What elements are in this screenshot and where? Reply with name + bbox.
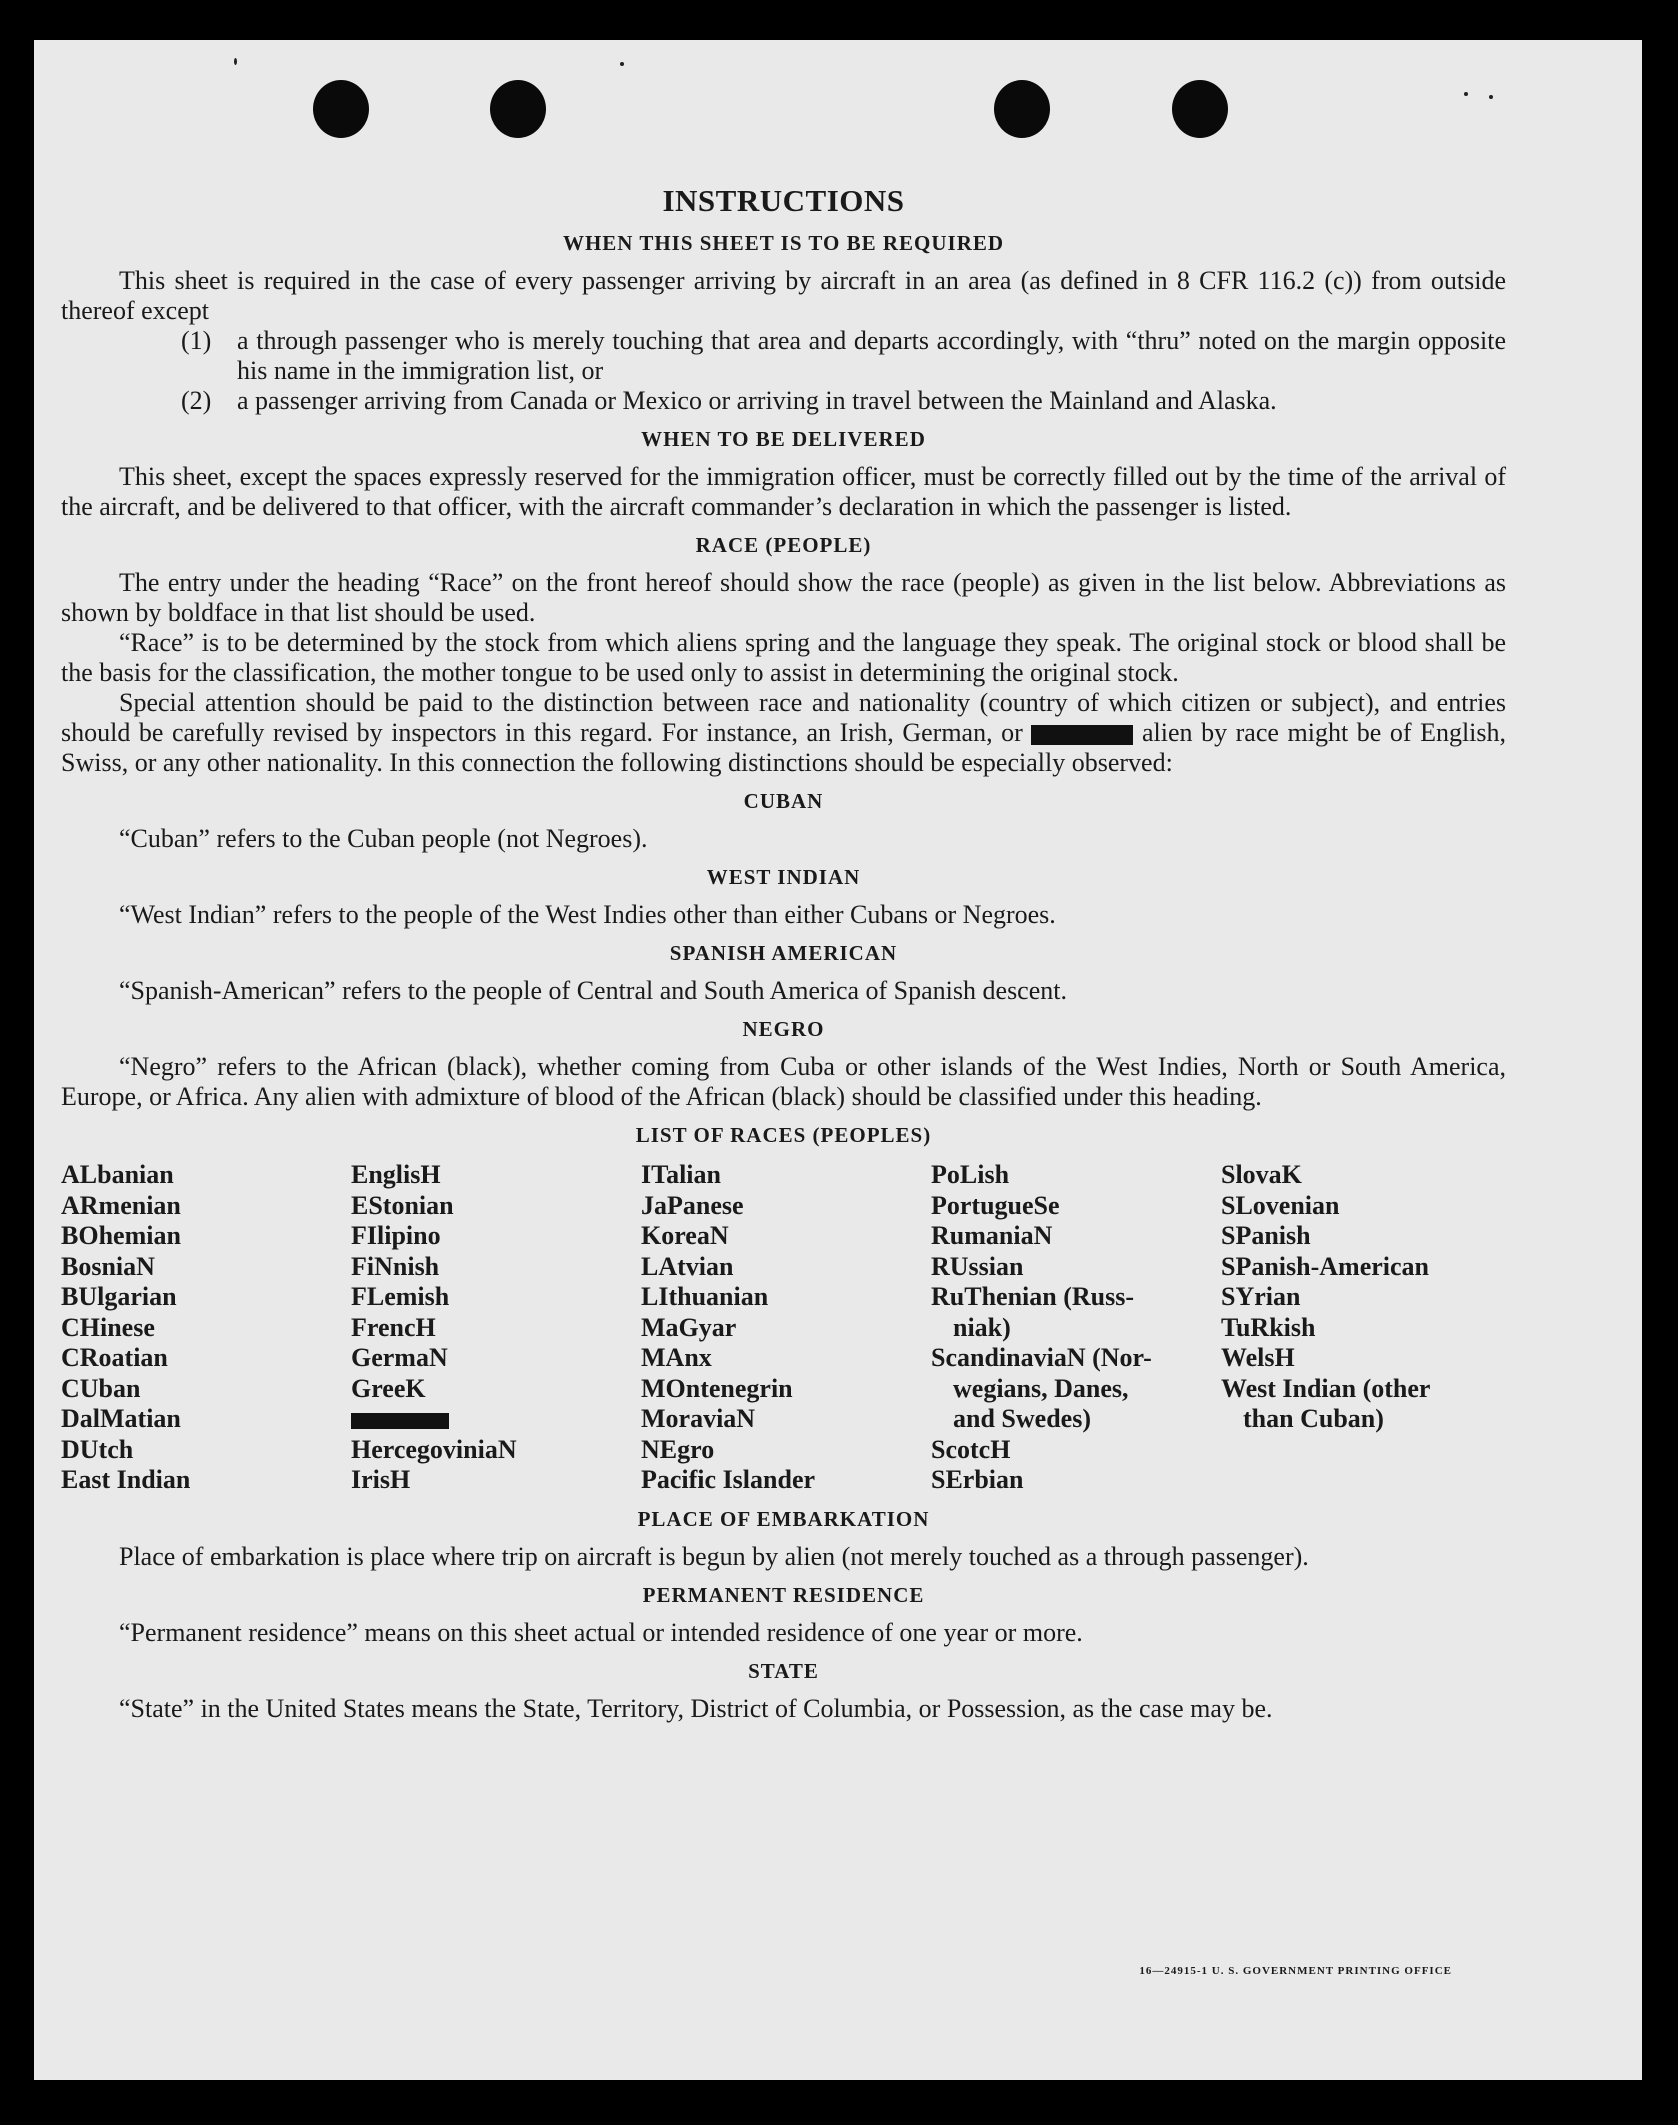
race-entry: RUssian — [931, 1251, 1024, 1281]
punch-hole — [1172, 80, 1228, 138]
item-number: (1) — [181, 326, 212, 355]
race-entry: MoraviaN — [641, 1404, 756, 1433]
race-entry: than Cuban) — [1243, 1404, 1384, 1433]
section-heading: WEST INDIAN — [706, 865, 861, 889]
punch-hole — [994, 80, 1050, 138]
punch-hole — [490, 80, 546, 138]
paragraph: “Negro” refers to the African (black), whether coming from Cuba or other islands of the West Indies, North or South America, Europe, or Africa. Any alien with admixture of blood of the African (black) should be classified under this heading. — [61, 1052, 1506, 1111]
paragraph — [61, 688, 1506, 778]
document-page — [34, 40, 1642, 2080]
race-entry: PoLish — [931, 1160, 1010, 1189]
race-entry: FLemish — [351, 1282, 450, 1311]
race-entry: GreeK — [351, 1373, 426, 1403]
paragraph: This sheet, except the spaces expressly reserved for the immigration officer, must be correctly filled out by the time of the arrival of the aircraft, and be delivered to that officer, with the aircraft commander’s declaration in which the passenger is listed. — [61, 462, 1506, 521]
race-entry: SYrian — [1221, 1282, 1301, 1311]
section-heading: CUBAN — [743, 789, 824, 813]
paragraph-part: Special attention should be paid to the distinction between race and nationality (country of which citizen or subject), and entries should be carefully revised by inspectors in this regard. For instance, an Irish, German, or — [61, 688, 1506, 747]
races-column — [641, 1160, 931, 1496]
race-entry: KoreaN — [641, 1221, 729, 1250]
section-heading: NEGRO — [742, 1017, 825, 1041]
race-entry: ITalian — [641, 1160, 721, 1189]
paragraph: Place of embarkation is place where trip on aircraft is begun by alien (not merely touched as a through passenger). — [119, 1541, 1309, 1571]
race-entry: MAnx — [641, 1343, 712, 1372]
paragraph: “Spanish-American” refers to the people of Central and South America of Spanish descent. — [119, 976, 1067, 1005]
race-entry: LIthuanian — [641, 1282, 769, 1311]
section-heading: LIST OF RACES (PEOPLES) — [635, 1123, 932, 1147]
race-entry: wegians, Danes, — [953, 1373, 1129, 1403]
race-entry: niak) — [953, 1312, 1011, 1342]
race-entry-redacted — [351, 1404, 641, 1435]
race-entry: FIlipino — [351, 1221, 441, 1250]
race-entry: Pacific Islander — [641, 1465, 816, 1494]
paragraph-part: alien by race might be of English, Swiss, or any other nationality. In this connection the following distinctions should be especially observed: — [61, 718, 1507, 777]
paragraph: “Race” is to be determined by the stock from which aliens spring and the language they speak. The original stock or blood shall be the basis for the classification, the mother tongue to be used only to assist in determining the original stock. — [61, 628, 1506, 687]
race-entry: SlovaK — [1221, 1160, 1302, 1189]
speck — [1489, 95, 1493, 99]
race-entry: and Swedes) — [953, 1404, 1091, 1433]
race-entry: CUban — [61, 1373, 141, 1403]
race-entry: SLovenian — [1221, 1190, 1340, 1220]
section-heading: STATE — [748, 1658, 819, 1683]
list-item — [181, 386, 1506, 416]
races-column — [931, 1160, 1221, 1496]
list-item — [181, 326, 1506, 386]
race-entry: SPanish — [1221, 1221, 1311, 1250]
race-entry: BosniaN — [61, 1251, 155, 1281]
printer-imprint: 16—24915-1 U. S. GOVERNMENT PRINTING OFFICE — [1139, 1965, 1452, 1977]
paragraph: The entry under the heading “Race” on the front hereof should show the race (people) as given in the list below. Abbreviations as shown by boldface in that list should be used. — [61, 568, 1506, 627]
section-heading: SPANISH AMERICAN — [669, 941, 898, 965]
race-entry: TuRkish — [1221, 1312, 1316, 1342]
instructions-body — [61, 180, 1506, 1724]
race-entry: MOntenegrin — [641, 1373, 793, 1403]
paragraph: “Permanent residence” means on this sheet actual or intended residence of one year or more. — [119, 1617, 1083, 1647]
page-title: INSTRUCTIONS — [662, 183, 905, 218]
paragraph: “Cuban” refers to the Cuban people (not Negroes). — [119, 824, 648, 853]
race-entry: ScandinaviaN (Nor- — [931, 1343, 1152, 1372]
race-entry: HercegoviniaN — [351, 1434, 517, 1464]
item-text: a through passenger who is merely touching that area and departs accordingly, with “thru” noted on the margin opposite his name in the immigration list, or — [237, 326, 1506, 385]
race-entry: SPanish-American — [1221, 1251, 1429, 1281]
speck — [234, 58, 237, 65]
race-entry: LAtvian — [641, 1251, 734, 1281]
section-heading: WHEN TO BE DELIVERED — [641, 427, 926, 451]
race-entry: BUlgarian — [61, 1282, 177, 1311]
race-entry: MaGyar — [641, 1312, 737, 1342]
race-entry: BOhemian — [61, 1221, 181, 1250]
paragraph: “State” in the United States means the State, Territory, District of Columbia, or Possession, as the case may be. — [119, 1693, 1273, 1723]
races-column — [351, 1160, 641, 1496]
race-entry: ALbanian — [61, 1160, 174, 1189]
item-text: a passenger arriving from Canada or Mexico or arriving in travel between the Mainland and Alaska. — [237, 386, 1277, 415]
race-entry: DalMatian — [61, 1404, 181, 1433]
race-entry: CHinese — [61, 1312, 155, 1342]
race-entry: NEgro — [641, 1434, 715, 1464]
race-entry: JaPanese — [641, 1190, 744, 1220]
race-entry: RumaniaN — [931, 1221, 1053, 1250]
races-column — [1221, 1160, 1511, 1496]
race-entry: SErbian — [931, 1465, 1024, 1494]
paragraph: “West Indian” refers to the people of the West Indies other than either Cubans or Negroes. — [119, 900, 1056, 929]
race-entry: PortugueSe — [931, 1190, 1060, 1220]
section-heading: PLACE OF EMBARKATION — [637, 1506, 930, 1531]
race-entry: EStonian — [351, 1190, 454, 1220]
speck — [1464, 92, 1468, 96]
section-heading: WHEN THIS SHEET IS TO BE REQUIRED — [562, 231, 1005, 255]
races-column — [61, 1160, 351, 1496]
race-entry: WelsH — [1221, 1343, 1295, 1372]
race-entry: EnglisH — [351, 1160, 441, 1189]
races-list — [61, 1160, 1506, 1496]
race-entry: IrisH — [351, 1465, 411, 1494]
punch-hole — [313, 80, 369, 138]
race-entry: West Indian (other — [1221, 1373, 1431, 1403]
race-entry: East Indian — [61, 1465, 191, 1494]
redaction — [351, 1413, 449, 1429]
redaction — [1031, 725, 1133, 745]
section-heading: RACE (PEOPLE) — [695, 533, 872, 557]
race-entry: ARmenian — [61, 1190, 181, 1220]
paragraph: This sheet is required in the case of every passenger arriving by aircraft in an area (as defined in 8 CFR 116.2 (c)) from outside thereof except — [61, 266, 1506, 325]
speck — [620, 62, 624, 66]
race-entry: CRoatian — [61, 1343, 168, 1372]
race-entry: FiNnish — [351, 1251, 440, 1281]
race-entry: ScotcH — [931, 1434, 1011, 1464]
race-entry: GermaN — [351, 1343, 448, 1372]
race-entry: RuThenian (Russ- — [931, 1282, 1135, 1311]
section-heading: PERMANENT RESIDENCE — [642, 1582, 925, 1607]
item-number: (2) — [181, 386, 212, 415]
race-entry: FrencH — [351, 1312, 436, 1342]
race-entry: DUtch — [61, 1434, 134, 1464]
